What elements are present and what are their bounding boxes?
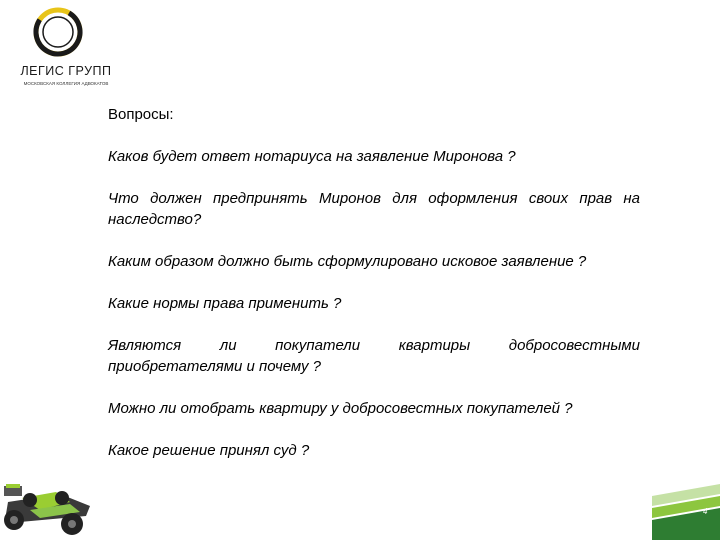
race-car-image bbox=[0, 476, 96, 540]
decorative-stripes bbox=[652, 484, 720, 540]
question-6: Можно ли отобрать квартиру у добросовестных покупателей ? bbox=[108, 400, 573, 417]
page-number: 4 bbox=[703, 507, 708, 516]
logo-ring-icon bbox=[10, 4, 122, 66]
question-5: Являются ли покупатели квартиры добросовестными приобретателями и почему ? bbox=[108, 337, 640, 375]
question-1: Каков будет ответ нотариуса на заявление Миронова ? bbox=[108, 148, 516, 165]
question-4: Какие нормы права применить ? bbox=[108, 295, 342, 312]
question-7: Какое решение принял суд ? bbox=[108, 442, 310, 459]
logo-name: ЛЕГИС ГРУПП bbox=[20, 64, 112, 78]
company-logo bbox=[10, 4, 122, 94]
logo-tagline: МОСКОВСКАЯ КОЛЛЕГИЯ АДВОКАТОВ bbox=[23, 81, 109, 86]
questions-block bbox=[108, 104, 640, 461]
race-car-icon bbox=[0, 476, 96, 540]
question-3: Каким образом должно быть сформулировано исковое заявление ? bbox=[108, 253, 587, 270]
heading: Вопросы: bbox=[108, 106, 174, 123]
question-2: Что должен предпринять Миронов для оформления своих прав на наследство? bbox=[108, 190, 640, 228]
